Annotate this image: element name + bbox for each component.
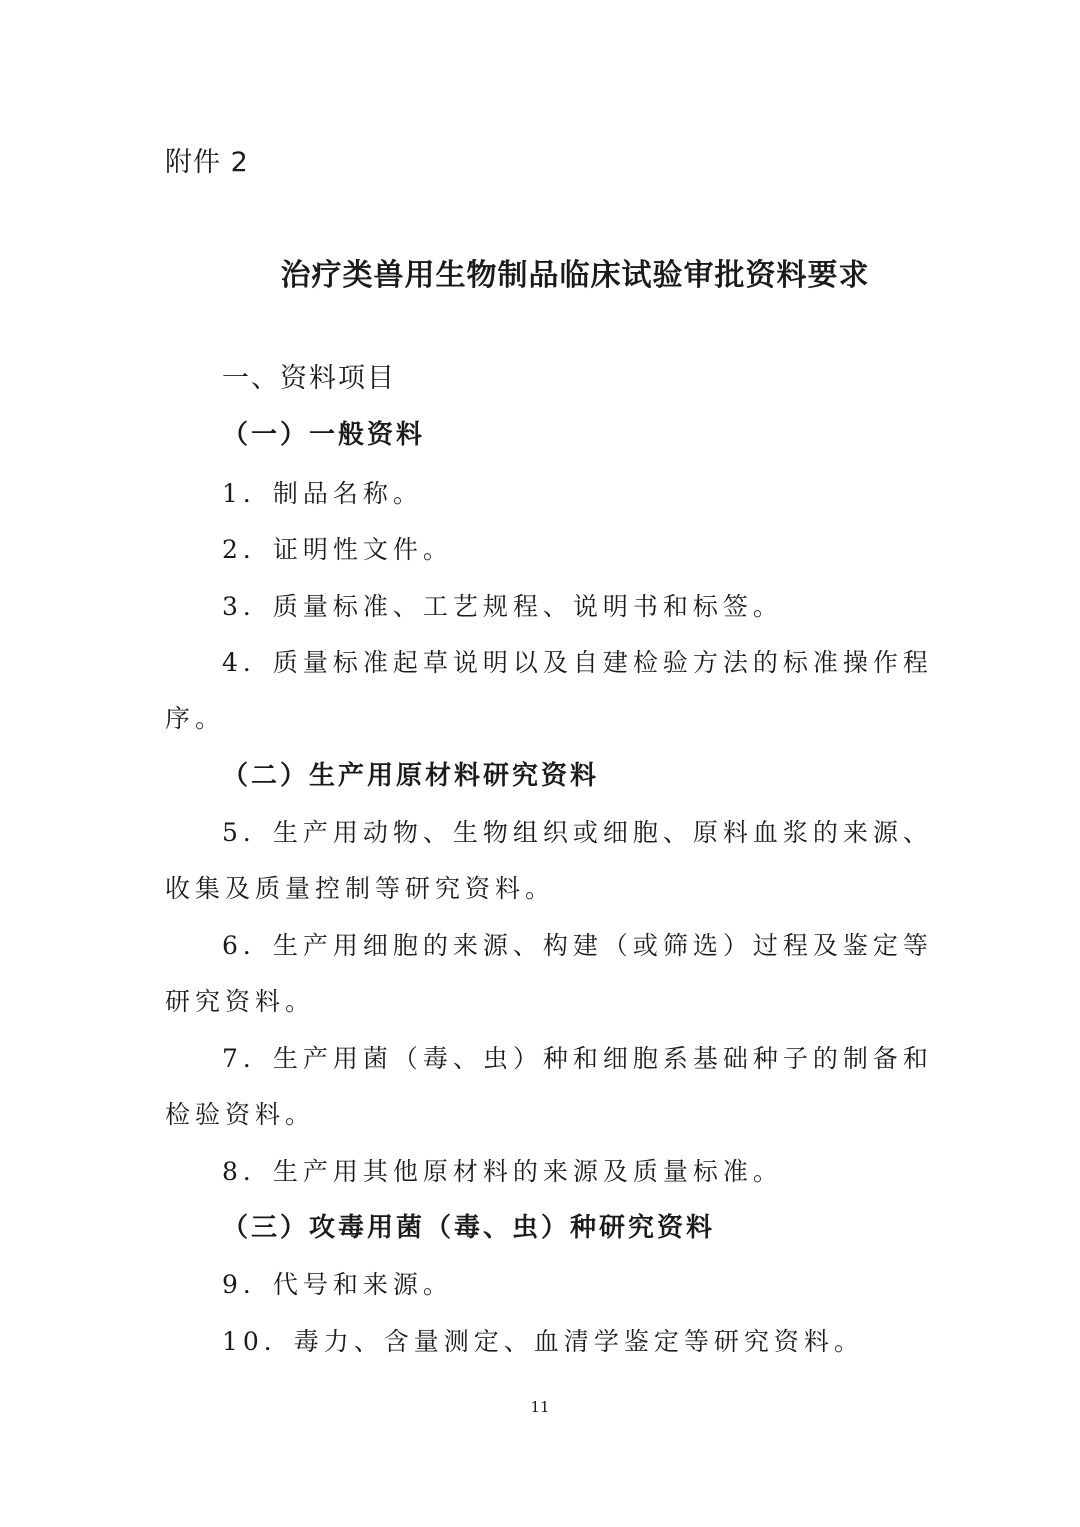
list-item-2: 2．证明性文件。 bbox=[222, 535, 453, 564]
attachment-label: 附件 2 bbox=[165, 147, 249, 178]
list-item-5-line-2: 收集及质量控制等研究资料。 bbox=[165, 874, 556, 903]
list-item-8: 8．生产用其他原材料的来源及质量标准。 bbox=[222, 1157, 783, 1186]
document-title: 治疗类兽用生物制品临床试验审批资料要求 bbox=[280, 258, 870, 293]
list-item-6-line-2: 研究资料。 bbox=[165, 987, 316, 1016]
list-item-1: 1．制品名称。 bbox=[222, 479, 423, 508]
list-item-9: 9．代号和来源。 bbox=[222, 1270, 453, 1299]
subheading-challenge-strains: （三）攻毒用菌（毒、虫）种研究资料 bbox=[222, 1213, 716, 1243]
list-item-5-line-1: 5．生产用动物、生物组织或细胞、原料血浆的来源、 bbox=[222, 818, 933, 847]
list-item-10: 10．毒力、含量测定、血清学鉴定等研究资料。 bbox=[222, 1327, 864, 1356]
list-item-7-line-1: 7．生产用菌（毒、虫）种和细胞系基础种子的制备和 bbox=[222, 1044, 933, 1073]
list-item-4-line-2: 序。 bbox=[165, 704, 226, 733]
list-item-4-line-1: 4．质量标准起草说明以及自建检验方法的标准操作程 bbox=[222, 648, 933, 677]
list-item-7-line-2: 检验资料。 bbox=[165, 1100, 316, 1129]
subheading-raw-materials: （二）生产用原材料研究资料 bbox=[222, 761, 600, 791]
section-heading-materials: 一、资料项目 bbox=[222, 363, 396, 394]
list-item-3: 3．质量标准、工艺规程、说明书和标签。 bbox=[222, 592, 783, 621]
list-item-6-line-1: 6．生产用细胞的来源、构建（或筛选）过程及鉴定等 bbox=[222, 931, 933, 960]
page-number: 11 bbox=[530, 1398, 550, 1416]
subheading-general: （一）一般资料 bbox=[222, 420, 426, 450]
